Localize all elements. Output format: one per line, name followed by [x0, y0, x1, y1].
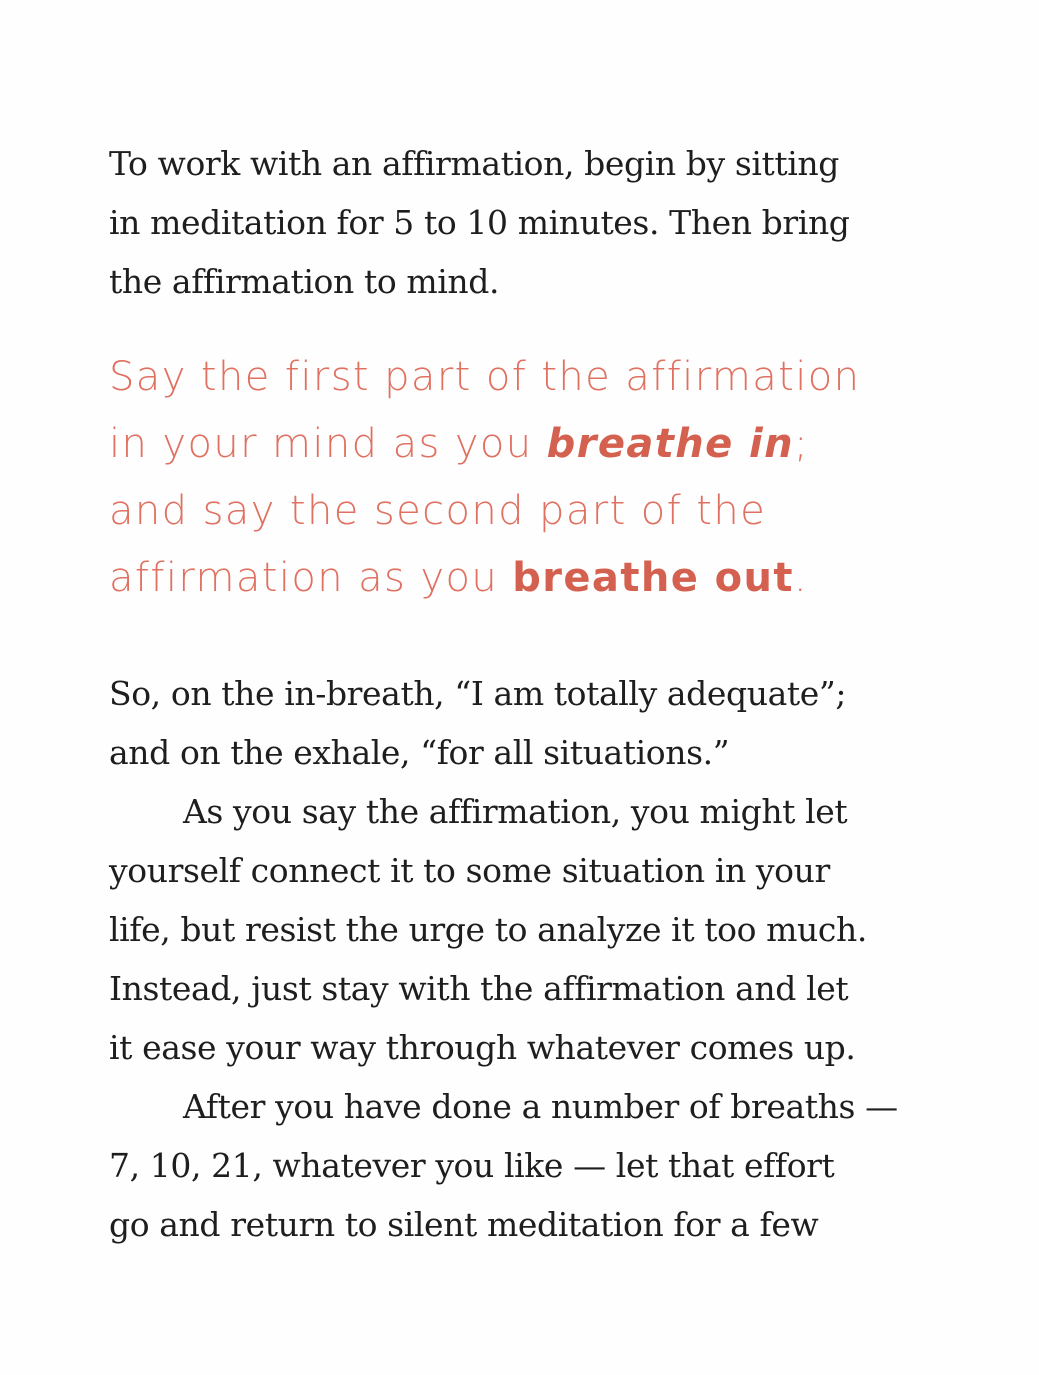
body-line-8: After you have done a number of breaths — — [183, 1087, 898, 1126]
body-line-7: it ease your way through whatever comes up. — [109, 1028, 856, 1067]
breathe-out-emphasis: breathe out — [512, 555, 794, 601]
pull-quote-line-4-punct: . — [793, 555, 808, 601]
pull-quote — [109, 344, 860, 612]
body-line-2: and on the exhale, “for all situations.” — [109, 733, 730, 772]
body-line-1: So, on the in-breath, “I am totally adequate”; — [109, 674, 847, 713]
body-line-4: yourself connect it to some situation in your — [109, 851, 830, 890]
body-line-5: life, but resist the urge to analyze it too much. — [109, 910, 867, 949]
intro-line-2: in meditation for 5 to 10 minutes. Then bring — [109, 203, 850, 242]
pull-quote-line-2-text: in your mind as you — [109, 421, 547, 467]
intro-line-3: the affirmation to mind. — [109, 262, 500, 301]
body-text — [109, 664, 898, 1254]
pull-quote-line-4 — [109, 545, 860, 612]
intro-line-1: To work with an affirmation, begin by sitting — [109, 144, 839, 183]
pull-quote-line-4-text: affirmation as you — [109, 555, 513, 601]
body-line-10: go and return to silent meditation for a few — [109, 1205, 819, 1244]
body-line-9: 7, 10, 21, whatever you like — let that effort — [109, 1146, 835, 1185]
body-line-3: As you say the affirmation, you might let — [183, 792, 848, 831]
body-line-6: Instead, just stay with the affirmation and let — [109, 969, 849, 1008]
intro-paragraph — [109, 134, 850, 311]
breathe-in-emphasis: breathe in — [546, 421, 794, 467]
pull-quote-line-2-punct: ; — [793, 421, 809, 467]
pull-quote-line-3: and say the second part of the — [109, 488, 767, 534]
pull-quote-line-1: Say the first part of the affirmation — [109, 354, 861, 400]
pull-quote-line-2 — [109, 411, 860, 478]
